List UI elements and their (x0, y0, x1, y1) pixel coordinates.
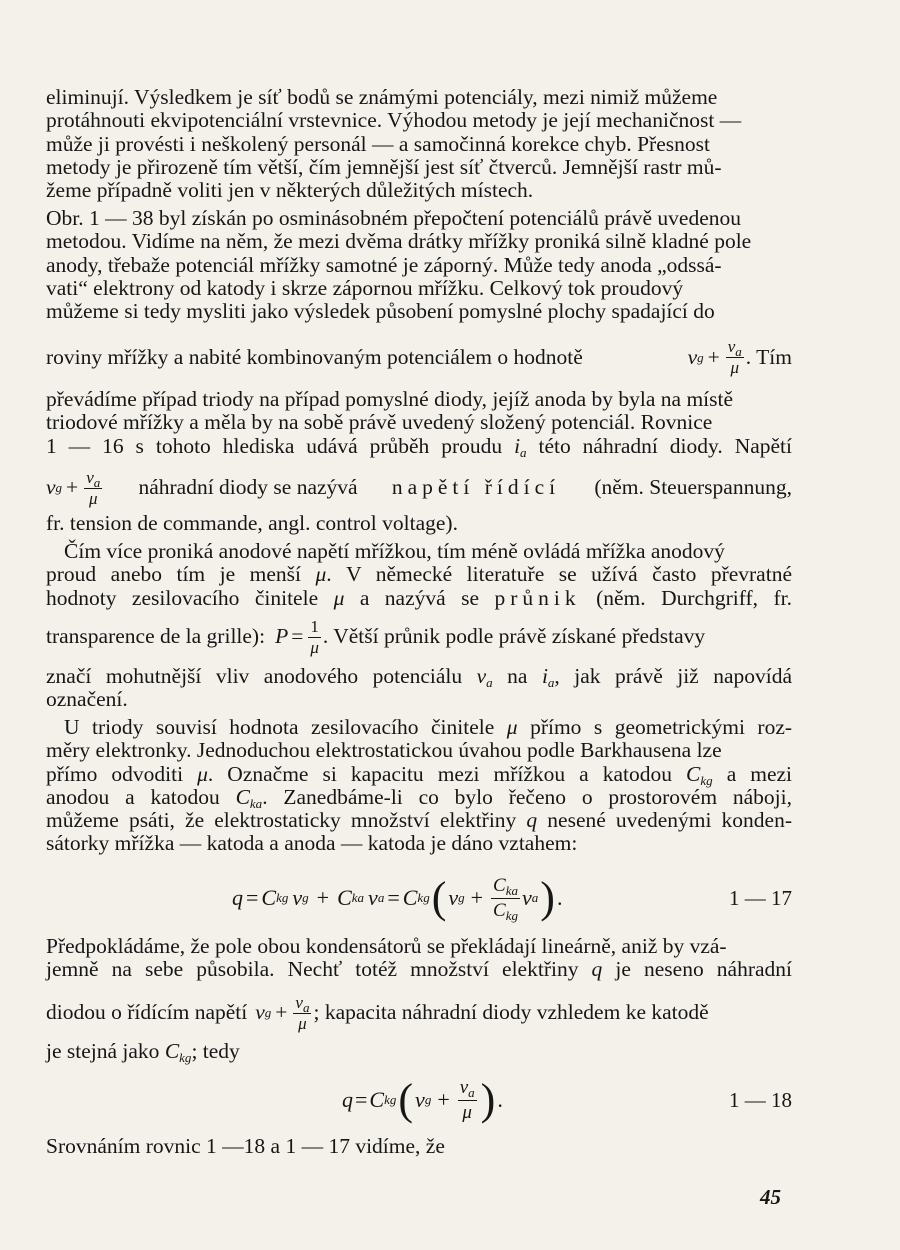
equals-sign: = (355, 1087, 368, 1112)
paragraph-5 (46, 935, 792, 982)
symbol-v: v (415, 1087, 425, 1112)
symbol-q: q (342, 1087, 353, 1112)
symbol-q: q (232, 885, 243, 910)
fraction-numerator (458, 1077, 477, 1101)
plus-sign: + (316, 885, 330, 910)
equation-1-17 (46, 868, 792, 928)
text-line: triodové mřížky a měla by na sobě právě uvedený složený potenciál. Rovnice (46, 410, 713, 435)
subscript-kg: kg (505, 907, 519, 923)
text-fragment: . Tím (745, 344, 792, 369)
plus-sign: + (275, 1000, 288, 1025)
text-fragment: hodnoty zesilovacího činitele (46, 585, 319, 610)
symbol-C: C (369, 1087, 385, 1112)
text-fragment: můžeme psáti, že elektrostaticky množství elektřiny (46, 808, 517, 833)
text-line: anody, třebaže potenciál mřížky samotné je záporný. Může tedy anoda „odssá- (46, 252, 722, 277)
text-line: eliminují. Výsledkem je síť bodů se známými potenciály, mezi nimiž můžeme (46, 85, 718, 109)
equation-body: q = C kg v g + C ka v a = C kg ( v g + $\frac{C_{ka}}{C_{kg}}$ v a ) . (232, 873, 563, 923)
subscript-a: a (302, 999, 310, 1015)
text-line: označení. (46, 687, 128, 712)
fraction-denominator: μ (462, 1101, 472, 1123)
formula-line-replacement-diode: diodou o řídícím napětí v g + $\frac{v_a}{\mu}$ ; kapacita náhradní diody vzhledem ke katodě (46, 992, 709, 1033)
text-fragment: transparence de la grille): (46, 624, 266, 649)
text-line (46, 716, 792, 739)
symbol-v: v (687, 344, 698, 369)
inline-math: v g + $\frac{v_a}{\mu}$ . Tím (687, 337, 792, 377)
symbol-v: v (292, 885, 303, 910)
symbol-C: C (686, 761, 701, 786)
fraction-denominator: μ (88, 488, 98, 508)
symbol-C: C (337, 885, 352, 910)
paragraph-4 (46, 716, 792, 856)
subscript-ka: ka (505, 882, 519, 898)
text-fragment: ; kapacita náhradní diody vzhledem ke katodě (313, 1000, 709, 1025)
equation-body: q = C kg ( v g + $\frac{v_a}{\mu}$ ) . (342, 1075, 503, 1124)
subscript-ka: ka (249, 795, 263, 811)
fraction-numerator (293, 994, 311, 1014)
text-line: žeme případně voliti jen v některých důležitých místech. (46, 178, 534, 203)
text-fragment: diodou o řídícím napětí (46, 1000, 248, 1025)
paragraph-5-end (46, 1040, 792, 1063)
text-fragment: je stejná jako (46, 1039, 160, 1063)
fraction-denominator: μ (310, 637, 319, 657)
text-line: Obr. 1 — 38 byl získán po osminásobném přepočtení potenciálů právě uvedenou (46, 206, 742, 230)
paragraph-2-continued (46, 388, 792, 458)
symbol-C: C (402, 885, 418, 910)
symbol-v: v (727, 337, 736, 356)
fraction-numerator: 1 (310, 616, 319, 636)
formula-line-durchgriff (46, 612, 792, 662)
text-line: roviny mřížky a nabité kombinovaným potenciálem o hodnotě (46, 344, 583, 369)
symbol-mu: μ (333, 585, 345, 610)
symbol-v: v (255, 1000, 265, 1025)
text-fragment: přímo odvoditi (46, 761, 184, 786)
period: . (556, 885, 563, 910)
text-line: Předpokládáme, že pole obou kondensátorů se překládají lineárně, aniž by vzá- (46, 934, 727, 958)
equals-sign: = (387, 885, 400, 910)
text-fragment: jemně na sebe působila. Nechť totéž množství elektřiny (46, 957, 579, 982)
plus-sign: + (66, 475, 79, 500)
symbol-q: q (591, 957, 603, 982)
text-line: sátorky mřížka — katoda a anoda — katoda je dáno vztahem: (46, 831, 578, 856)
text-fragment: na (507, 664, 528, 688)
text-line (46, 809, 792, 832)
right-parenthesis: ) (480, 1075, 496, 1124)
text-line: metody je přirozeně tím větší, čím jemnější jest síť čtverců. Jemnější rastr mů- (46, 154, 722, 179)
subscript-a: a (547, 675, 555, 690)
symbol-v: v (46, 475, 56, 500)
text-fragment: anodou a katodou (46, 784, 220, 809)
fraction-denominator (493, 899, 518, 922)
equation-number: 1 — 18 (729, 1088, 792, 1112)
text-line: můžeme si tedy mysliti jako výsledek působení pomyslné plochy spadající do (46, 299, 715, 324)
symbol-v: v (522, 885, 532, 910)
equation-1-18 (46, 1070, 792, 1130)
text-line (46, 1040, 792, 1063)
right-parenthesis: ) (540, 873, 555, 922)
symbol-mu: μ (506, 715, 518, 739)
symbol-C: C (261, 885, 277, 910)
text-fragment: proud anebo tím je menší (46, 562, 301, 587)
subscript-a: a (520, 444, 527, 460)
text-fragment: přímo s geometrickými roz- (530, 715, 793, 739)
text-line (46, 435, 792, 458)
symbol-v: v (459, 1076, 469, 1098)
symbol-P: P (275, 624, 289, 649)
paragraph-2 (46, 207, 792, 323)
text-line (46, 665, 792, 688)
symbol-i: i (541, 664, 548, 688)
text-fragment: nesené uvedenými konden- (547, 808, 793, 833)
text-fragment: značí mohutnější vliv anodového potenciálu (46, 664, 463, 688)
left-parenthesis: ( (431, 873, 447, 922)
text-line: měry elektronky. Jednoduchou elektrostatickou úvahou podle Barkhausena lze (46, 738, 722, 763)
text-fragment: . Větší průnik podle právě získané představy (322, 624, 706, 649)
subscript-a: a (468, 1084, 475, 1100)
text-line: převádíme případ triody na případ pomyslné diody, jejíž anoda by byla na místě (46, 387, 734, 411)
symbol-mu: μ (315, 562, 327, 587)
subscript-a: a (735, 344, 742, 359)
text-fragment: , jak právě již napovídá (554, 664, 793, 688)
equals-sign: = (291, 624, 304, 649)
text-fragment: a nazývá se (359, 585, 480, 610)
paragraph-3 (46, 540, 792, 610)
formula-line-control-potential (46, 338, 792, 377)
symbol-C: C (493, 874, 506, 896)
subscript-a: a (93, 474, 101, 490)
symbol-C: C (235, 784, 250, 809)
subscript-a: a (486, 675, 493, 690)
text-fragment: . Označme si kapacitu mezi mřížkou a katodou (207, 761, 672, 786)
text-line: Čím více proniká anodové napětí mřížkou, tím méně ovládá mřížka anodový (64, 539, 725, 563)
text-line: vati“ elektrony od katody i skrze zápornou mřížku. Celkový tok proudový (46, 275, 684, 300)
text-line: protáhnouti ekvipotenciální vrstevnice. Výhodou metody je její mechaničnost — (46, 108, 742, 133)
plus-sign: + (437, 1087, 450, 1112)
text-line (46, 587, 792, 610)
symbol-i: i (514, 433, 521, 458)
symbol-q: q (526, 808, 538, 833)
symbol-v: v (86, 467, 94, 487)
emphasized-term: průnik (494, 585, 581, 610)
text-line: Srovnáním rovnic 1 —18 a 1 — 17 vidíme, že (46, 1134, 445, 1158)
text-fragment: . Zanedbáme-li co bylo řečeno o prostorovém náboji, (262, 784, 792, 809)
text-line: fr. tension de commande, angl. control voltage). (46, 511, 458, 535)
text-fragment: 1 — 16 s tohoto hlediska udává průběh proudu (46, 433, 503, 458)
symbol-v: v (476, 664, 487, 688)
text-fragment: (něm. Steuerspannung, (594, 475, 792, 500)
text-fragment: . V německé literatuře se užívá často převratné (326, 562, 792, 587)
text-line (46, 563, 792, 586)
symbol-v: v (295, 992, 303, 1012)
fraction-cka-over-ckg (491, 875, 520, 922)
text-fragment: ; tedy (191, 1039, 240, 1063)
fraction-one-over-mu (308, 618, 321, 657)
period: . (497, 1087, 503, 1112)
plus-sign: + (707, 344, 720, 369)
text-fragment: náhradní diody se nazývá (138, 475, 358, 500)
fraction-va-over-mu (84, 469, 102, 508)
text-fragment: této náhradní diody. Napětí (538, 433, 792, 458)
text-line (46, 763, 792, 786)
symbol-v: v (448, 885, 459, 910)
page-number: 45 (760, 1185, 781, 1209)
text-fragment: U triody souvisí hodnota zesilovacího činitele (64, 715, 495, 739)
text-fragment: (něm. Durchgriff, fr. (596, 585, 792, 610)
inline-math: v g + $\frac{v_a}{\mu}$ (46, 467, 101, 508)
equation-number: 1 — 17 (729, 886, 792, 910)
text-line (46, 786, 792, 809)
fraction-va-over-mu (293, 994, 311, 1033)
fraction-numerator (84, 469, 102, 489)
fraction-denominator: μ (298, 1013, 307, 1033)
fraction-va-over-mu (726, 338, 744, 377)
fraction-numerator (726, 338, 744, 358)
paragraph-6 (46, 1135, 792, 1158)
paragraph-1 (46, 86, 792, 202)
symbol-C: C (164, 1039, 180, 1063)
text-line: metodou. Vidíme na něm, že mezi dvěma drátky mřížky proniká silně kladné pole (46, 229, 752, 254)
text-fragment: je neseno náhradní (615, 957, 793, 982)
fraction-numerator (491, 875, 520, 899)
symbol-C: C (493, 899, 506, 921)
text-line (46, 958, 792, 981)
fraction-denominator: μ (730, 358, 740, 377)
symbol-mu: μ (197, 761, 208, 786)
text-fragment: a mezi (726, 761, 793, 786)
left-parenthesis: ( (398, 1075, 414, 1124)
symbol-v: v (368, 885, 378, 910)
subscript-kg: kg (179, 1050, 192, 1065)
paragraph-2-end (46, 512, 792, 535)
fraction-va-over-mu (458, 1077, 477, 1124)
plus-sign: + (470, 885, 484, 910)
formula-line-control-voltage (46, 462, 792, 514)
equals-sign: = (246, 885, 259, 910)
text-line: může ji provésti i neškolený personál — a samočinná korekce chyb. Přesnost (46, 131, 710, 156)
paragraph-3-end (46, 665, 792, 712)
subscript-kg: kg (700, 772, 713, 788)
emphasized-term: napětí řídící (391, 475, 561, 500)
